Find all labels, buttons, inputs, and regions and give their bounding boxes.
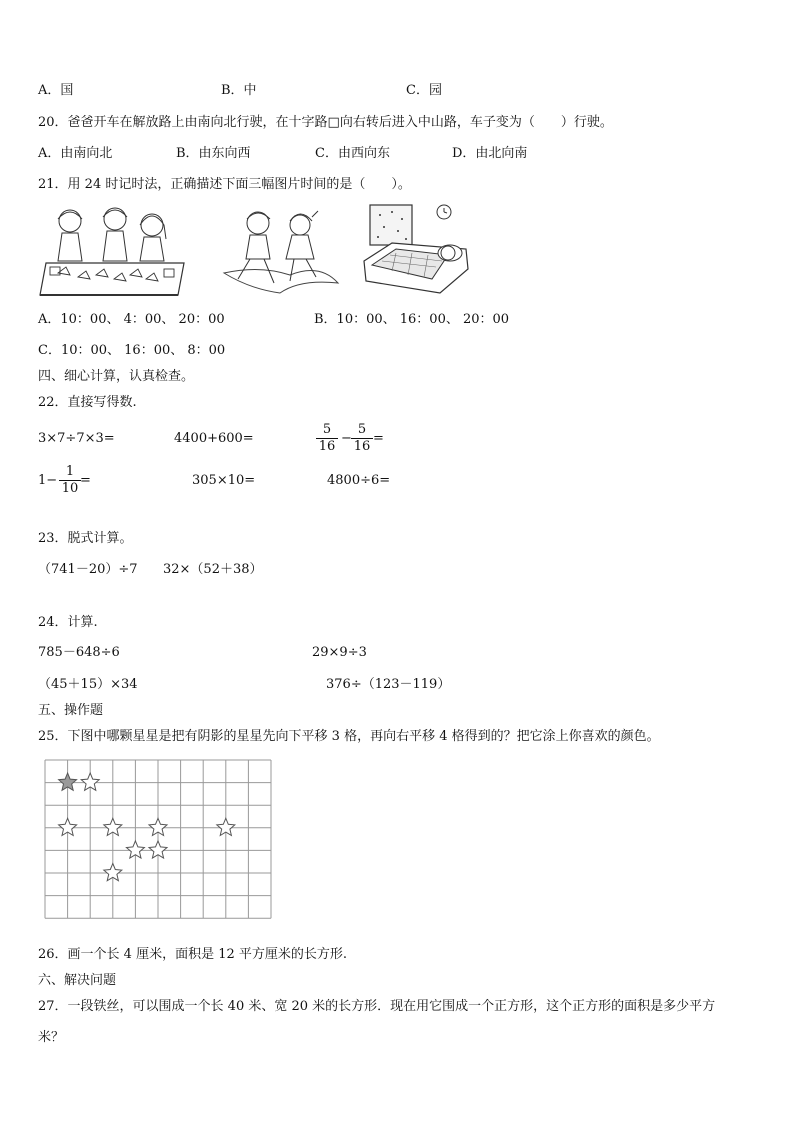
q24-expr-1: 785－648÷6 — [38, 645, 120, 660]
fraction-numerator: 5 — [351, 422, 373, 439]
q23-expr-2: 32×（52＋38） — [163, 562, 263, 577]
kids-folding-cranes-picture — [38, 203, 188, 299]
q22-expr-4-prefix: 1− — [38, 473, 58, 488]
q27-stem-line-1: 27．一段铁丝，可以围成一个长 40 米、宽 20 米的长方形．现在用它围成一个正方形，这个正方形的面积是多少平方 — [38, 999, 716, 1014]
q21-option-b: B．10：00、 16：00、 20：00 — [314, 312, 510, 327]
q21-option-c: C．10：00、 16：00、 8：00 — [38, 343, 226, 358]
q24-stem: 24．计算. — [38, 615, 98, 630]
q19-option-b: B．中 — [221, 83, 257, 98]
q23-expr-1: （741－20）÷7 — [38, 562, 138, 577]
q20-option-a: A．由南向北 — [38, 146, 113, 161]
q24-expr-4: 376÷（123－119） — [326, 677, 451, 692]
fraction-numerator: 1 — [59, 464, 81, 481]
q21-option-a: A．10：00、 4：00、 20：00 — [38, 312, 225, 327]
fraction-denominator: 16 — [353, 439, 371, 454]
q22-expr-3-operator: − — [341, 431, 352, 446]
star-grid — [44, 759, 272, 931]
q26-stem: 26．画一个长 4 厘米，面积是 12 平方厘米的长方形. — [38, 947, 348, 962]
q22-expr-6: 4800÷6= — [327, 473, 391, 488]
q20-option-b: B．由东向西 — [176, 146, 251, 161]
fraction-denominator: 16 — [318, 439, 336, 454]
q20-option-c: C．由西向东 — [315, 146, 390, 161]
q20-stem: 20．爸爸开车在解放路上由南向北行驶，在十字路□向右转后进入中山路，车子变为（ ）行驶。 — [38, 115, 613, 130]
q22-expr-3-fraction-2 — [351, 422, 373, 455]
q22-expr-5: 305×10= — [192, 473, 256, 488]
fraction-numerator: 5 — [316, 422, 338, 439]
q20-option-d: D．由北向南 — [452, 146, 528, 161]
q19-option-a: A．国 — [38, 83, 74, 98]
q21-stem: 21．用 24 时记时法，正确描述下面三幅图片时间的是（ ）。 — [38, 177, 411, 192]
q22-stem: 22．直接写得数. — [38, 395, 137, 410]
section-5-heading: 五、操作题 — [38, 703, 104, 718]
q22-expr-3-equals: = — [373, 431, 384, 446]
q25-stem: 25．下图中哪颗星星是把有阴影的星星先向下平移 3 格，再向右平移 4 格得到的？把它涂上你喜欢的颜色。 — [38, 729, 660, 744]
q24-expr-3: （45＋15）×34 — [38, 677, 138, 692]
kids-running-picture — [220, 203, 340, 299]
fraction-denominator: 10 — [61, 481, 79, 496]
q27-stem-line-2: 米？ — [38, 1030, 65, 1045]
q23-stem: 23．脱式计算。 — [38, 531, 133, 546]
q19-option-c: C．园 — [406, 83, 442, 98]
q22-expr-1: 3×7÷7×3= — [38, 431, 115, 446]
q22-expr-2: 4400+600= — [174, 431, 254, 446]
section-4-heading: 四、细心计算，认真检查。 — [38, 369, 195, 384]
q24-expr-2: 29×9÷3 — [312, 645, 367, 660]
child-sleeping-picture — [362, 203, 472, 299]
section-6-heading: 六、解决问题 — [38, 973, 117, 988]
q22-expr-3-fraction-1 — [316, 422, 338, 455]
q22-expr-4-equals: = — [80, 473, 91, 488]
q22-expr-4-fraction — [59, 464, 81, 497]
